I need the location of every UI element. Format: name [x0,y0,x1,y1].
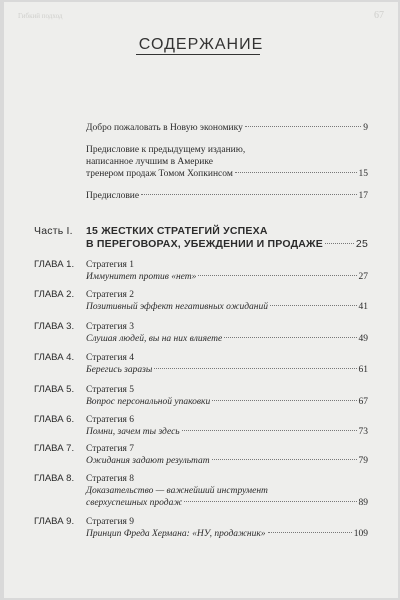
strategy-subtitle: Иммунитет против «нет» [86,272,197,282]
chapter-label: ГЛАВА 6. [34,414,75,425]
page-number: 67 [374,10,384,21]
chapter-label: ГЛАВА 2. [34,289,75,300]
chapter-label: ГЛАВА 3. [34,321,75,332]
strategy-title: Стратегия 4 [86,353,135,363]
toc-page-number: 67 [358,397,368,407]
toc-page-number: 79 [358,456,368,466]
chapter-label: ГЛАВА 4. [34,352,75,363]
toc-entry-text: тренером продаж Томом Хопкинсом [86,169,233,179]
strategy-subtitle: Доказательство — важнейший инструмент [86,486,268,496]
strategy-title: Стратегия 3 [86,322,135,332]
toc-entry-text: написанное лучшим в Америке [86,157,213,167]
strategy-subtitle: Вопрос персональной упаковки [86,397,211,407]
toc-page-number: 109 [353,529,368,539]
strategy-title: Стратегия 8 [86,474,135,484]
strategy-subtitle: Помни, зачем ты здесь [86,427,180,437]
chapter-label: ГЛАВА 8. [34,473,75,484]
part-label: Часть I. [34,225,73,237]
part-title-line: 15 ЖЕСТКИХ СТРАТЕГИЙ УСПЕХА [86,225,268,237]
strategy-title: Стратегия 9 [86,517,135,527]
running-header: Гибкий подход [18,12,63,20]
toc-page-number: 9 [363,123,368,133]
strategy-subtitle: Берегись заразы [86,365,153,375]
page-title: СОДЕРЖАНИЕ [138,36,264,53]
part-title-line: В ПЕРЕГОВОРАХ, УБЕЖДЕНИИ И ПРОДАЖЕ [86,238,323,250]
chapter-label: ГЛАВА 5. [34,384,75,395]
chapter-label: ГЛАВА 7. [34,443,75,454]
toc-page-number: 41 [358,302,368,312]
strategy-subtitle: Слушая людей, вы на них влияете [86,334,223,344]
strategy-subtitle: Позитивный эффект негативных ожиданий [86,302,268,312]
strategy-title: Стратегия 7 [86,444,135,454]
toc-entry-text: Предисловие к предыдущему изданию, [86,145,246,155]
strategy-subtitle: Ожидания задают результат [86,456,210,466]
toc-entry-text: Добро пожаловать в Новую экономику [86,123,243,133]
toc-entry-text: Предисловие [86,191,140,201]
toc-page-number: 73 [358,427,368,437]
title-underline [136,54,260,55]
book-page [4,2,398,598]
chapter-label: ГЛАВА 9. [34,516,75,527]
strategy-title: Стратегия 6 [86,415,135,425]
toc-page-number: 17 [358,191,368,201]
strategy-title: Стратегия 5 [86,385,135,395]
toc-page-number: 89 [358,498,368,508]
strategy-title: Стратегия 2 [86,290,135,300]
toc-page-number: 15 [358,169,368,179]
strategy-title: Стратегия 1 [86,260,135,270]
toc-page-number: 61 [358,365,368,375]
toc-page-number: 25 [355,238,368,250]
chapter-label: ГЛАВА 1. [34,259,75,270]
strategy-subtitle: Принцип Фреда Хермана: «НУ, продажник» [86,529,266,539]
toc-page-number: 27 [358,272,368,282]
toc-page-number: 49 [358,334,368,344]
strategy-subtitle: сверхуспешных продаж [86,498,183,508]
